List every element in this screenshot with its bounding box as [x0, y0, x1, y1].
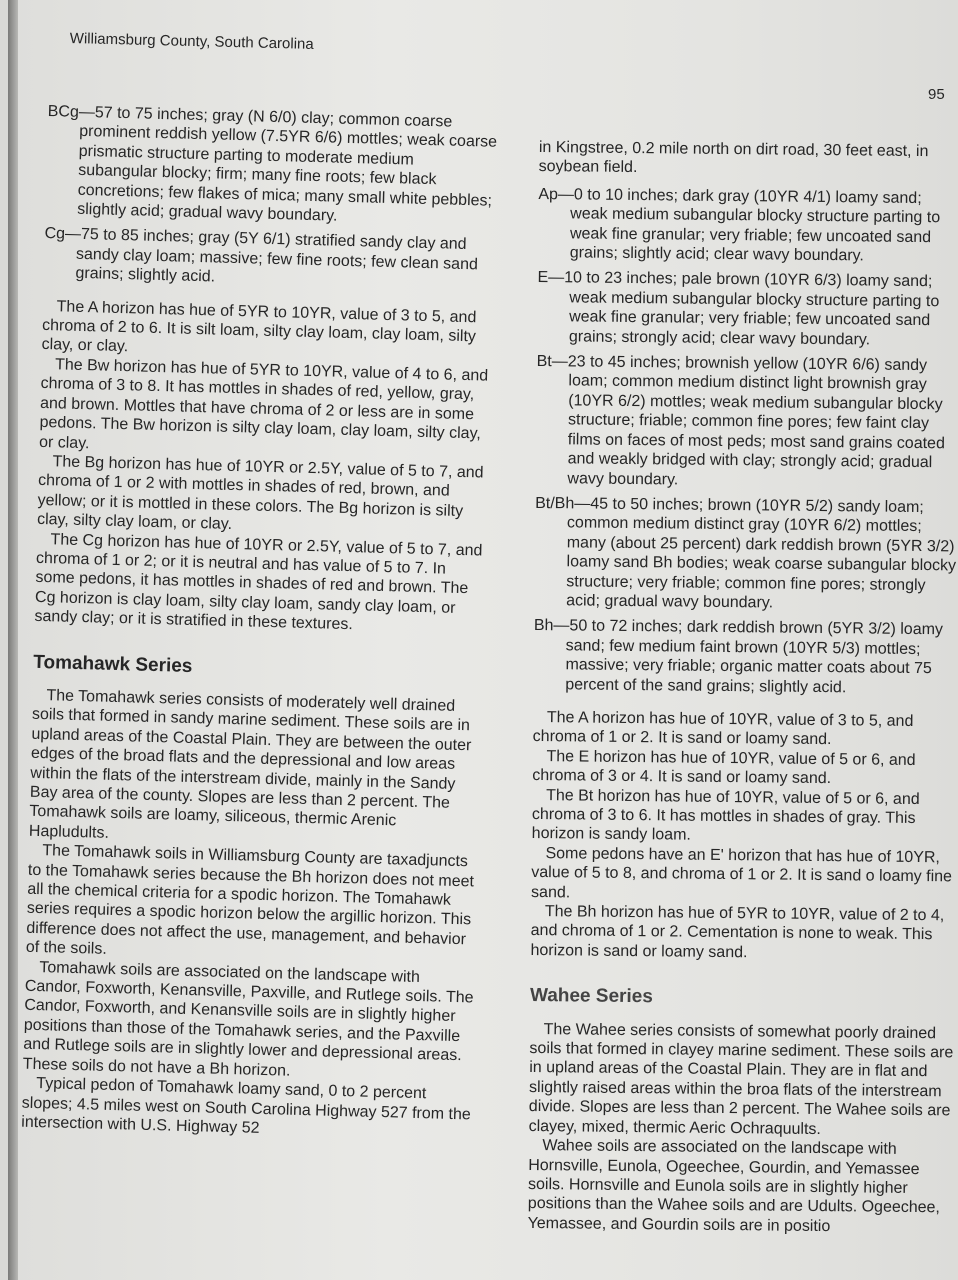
pedon-location-continued: in Kingstree, 0.2 mile north on dirt road, 30 feet east, in soybean field.	[538, 138, 929, 177]
horizon-bt-bh: Bt/Bh—45 to 50 inches; brown (10YR 5/2) sandy loam; common medium distinct gray (10YR 6/2) mottles; many (about 25 percent) dark reddish brown (5YR 3/2) loamy sand Bh bodies; weak coarse subangular blocky structure; very friable; common fine pores; strongly acid; gradual wavy boundary.	[535, 494, 957, 612]
running-title: Williamsburg County, South Carolina	[69, 30, 314, 53]
tomahawk-paragraph: Tomahawk soils are associated on the landscape with Candor, Foxworth, Kenansville, Paxville, and Rutlege soils. The Candor, Foxworth, and Kenansville soils are in slightly higher positions than those of the Tomahawk series, and the Paxville and Rutlege soils are in slightly lower and depressional areas. These soils do not have a Bh horizon.	[22, 958, 474, 1080]
range-bh-horizon: The Bh horizon has hue of 5YR to 10YR, value of 2 to 4, and chroma of 1 or 2. Cementation is none to weak. This horizon is sand or loamy sand.	[530, 903, 945, 962]
page-number: 95	[928, 86, 945, 103]
right-column	[528, 138, 958, 1238]
horizon-bcg: BCg—57 to 75 inches; gray (N 6/0) clay; common coarse prominent reddish yellow (7.5YR 6/6) mottles; weak coarse prismatic structure parting to moderate medium subangular blocky; firm; many fine roots; few black concretions; few flakes of mica; many small white pebbles; slightly acid; gradual wavy boundary.	[47, 102, 498, 225]
wahee-paragraph: Wahee soils are associated on the landscape with Hornsville, Eunola, Ogeechee, Gourdin, and Yemassee soils. Hornsville and Eunola soils are in slightly higher positions than the Wahee soils and are Udults. Ogeechee, Yemassee, and Gourdin soils are in positio	[527, 1137, 941, 1235]
range-a-horizon: The A horizon has hue of 5YR to 10YR, value of 3 to 5, and chroma of 2 to 6. It is silt loam, silty clay loam, clay loam, silty clay, or clay.	[41, 297, 477, 356]
tomahawk-paragraph: The Tomahawk series consists of moderately well drained soils that formed in sandy marine sediment. These soils are in upland areas of the Coastal Plain. They are between the outer edges of the broad flats and the depressional and low areas within the flats of the interstream divide, mainly in the Sandy Bay area of the county. Slopes are less than 2 percent. The Tomahawk soils are loamy, siliceous, thermic Arenic Hapludults.	[28, 687, 472, 842]
book-page	[8, 0, 958, 1280]
horizon-bh: Bh—50 to 72 inches; dark reddish brown (5YR 3/2) loamy sand; few medium faint brown (10YR 5/3) mottles; massive; very friable; organic matter coats about 75 percent of the sand grains; slightly acid.	[533, 617, 944, 696]
book-spine	[8, 0, 18, 1280]
range-bw-horizon: The Bw horizon has hue of 5YR to 10YR, value of 4 to 6, and chroma of 3 to 8. It has mottles in shades of red, yellow, gray, and brown. Mottles that have chroma of 2 or less are in some pedons. The Bw horizon is silty clay loam, clay loam, silty clay, or clay.	[38, 356, 489, 452]
wahee-paragraph: The Wahee series consists of somewhat poorly drained soils that formed in clayey marine sediment. These soils are in upland areas of the Coastal Plain. They are in flat and slightly raised areas within the broa flats of the interstream divide. Slopes are less than 2 percent. The Wahee soils are clayey, mixed, thermic Aeric Ochraquults.	[528, 1020, 954, 1138]
horizon-bt: Bt—23 to 45 inches; brownish yellow (10YR 6/6) sandy loam; common medium distinct light brownish gray (10YR 6/2) mottles; weak medium subangular blocky structure; friable; common fine pores; few faint clay films on faces of most peds; most sand grains coated and weakly bridged with clay; strongly acid; gradual wavy boundary.	[536, 353, 945, 488]
wahee-heading: Wahee Series	[529, 985, 653, 1008]
range-cg-horizon: The Cg horizon has hue of 10YR or 2.5Y, value of 5 to 7, and chroma of 1 or 2; or it is neutral and has value of 5 to 7. In some pedons, it has mottles in shades of red and brown. The Cg horizon is clay loam, silty clay loam, sandy clay loam, or sandy clay; or it is stratified in these textures.	[34, 530, 483, 634]
tomahawk-heading: Tomahawk Series	[33, 651, 193, 677]
range-bt-horizon: The Bt horizon has hue of 10YR, value of 5 or 6, and chroma of 3 to 6. It has mottles in shades of gray. This horizon is sandy loam.	[531, 786, 920, 845]
range-a-horizon: The A horizon has hue of 10YR, value of 3 to 5, and chroma of 1 or 2. It is sand or loamy sand.	[532, 709, 914, 749]
tomahawk-paragraph: The Tomahawk soils in Williamsburg County are taxadjuncts to the Tomahawk series because the Bh horizon does not meet all the chemical criteria for a spodic horizon. The Tomahawk series requires a spodic horizon below the argillic horizon. This difference does not affect the use, management, and behavior of the soils.	[25, 842, 475, 959]
horizon-e: E—10 to 23 inches; pale brown (10YR 6/3) loamy sand; weak medium subangular blocky structure parting to weak fine granular; very friable; few uncoated sand grains; strongly acid; clear wavy boundary.	[537, 269, 940, 349]
horizon-ap: Ap—0 to 10 inches; dark gray (10YR 4/1) loamy sand; weak medium subangular blocky structure parting to weak fine granular; very friable; few uncoated sand grains; slightly acid; clear wavy boundary.	[538, 185, 941, 265]
tomahawk-typical-pedon: Typical pedon of Tomahawk loamy sand, 0 to 2 percent slopes; 4.5 miles west on South Carolina Highway 527 from the intersection with U.S. Highway 52	[21, 1075, 471, 1137]
range-bg-horizon: The Bg horizon has hue of 10YR or 2.5Y, value of 5 to 7, and chroma of 1 or 2 with mottles in shades of red, brown, and yellow; or it is mottled in these colors. The Bg horizon is silty clay, silty clay loam, or clay.	[36, 453, 484, 534]
horizon-cg: Cg—75 to 85 inches; gray (5Y 6/1) stratified sandy clay and sandy clay loam; massive; few fine roots; few clean sand grains; slightly acid.	[44, 225, 479, 286]
left-column	[21, 102, 498, 1144]
range-e-prime-horizon: Some pedons have an E' horizon that has hue of 10YR, value of 5 to 8, and chroma of 1 or 2. It is sand o loamy fine sand.	[531, 844, 953, 901]
range-e-horizon: The E horizon has hue of 10YR, value of 5 or 6, and chroma of 3 or 4. It is sand or loamy sand.	[532, 747, 916, 788]
